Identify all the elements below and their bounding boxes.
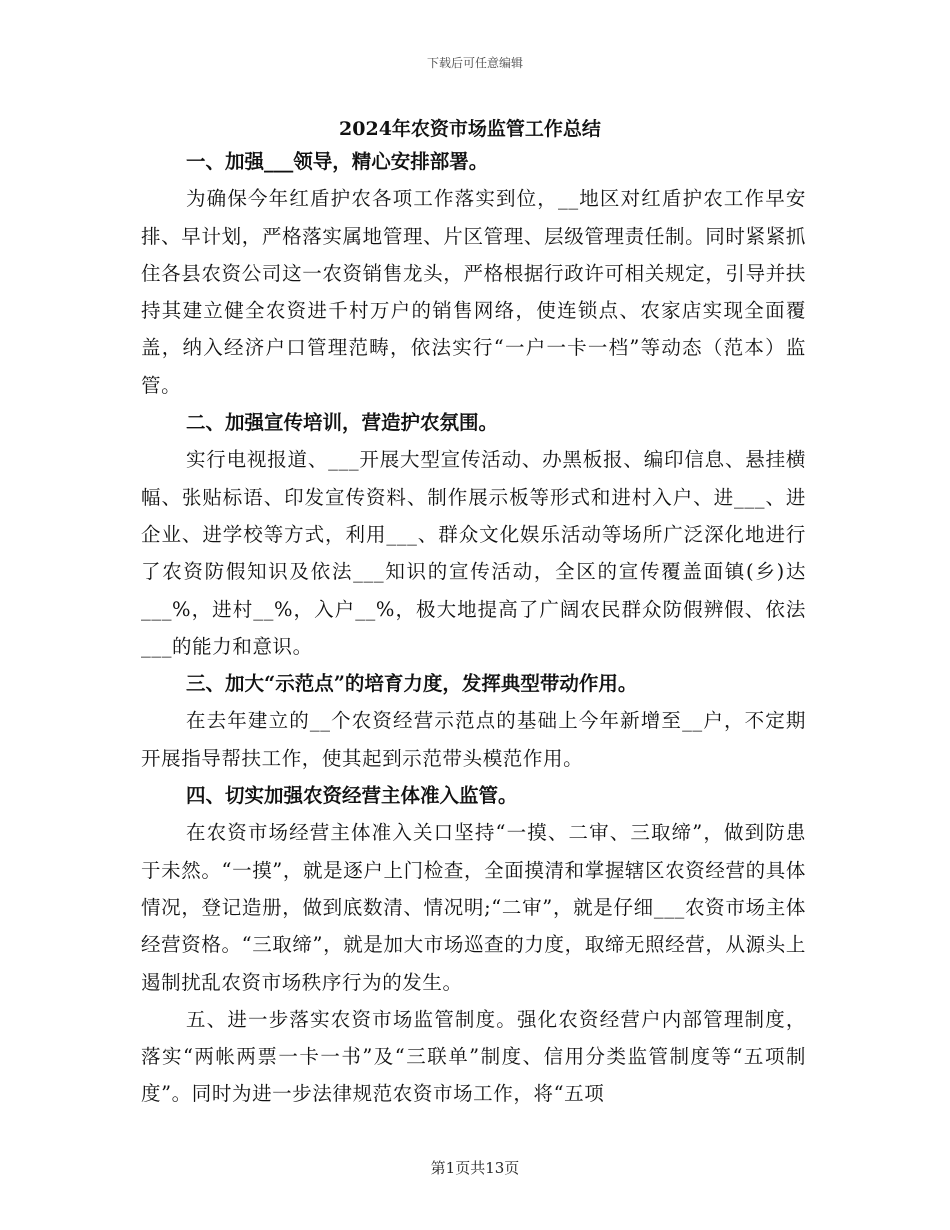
section-3-paragraph: 在去年建立的__个农资经营示范点的基础上今年新增至__户，不定期开展指导帮扶工作，使其起到示范带头模范作用。 (141, 709, 806, 770)
document-title: 2024年农资市场监管工作总结 (339, 118, 601, 140)
section-2-heading: 二、加强宣传培训，营造护农氛围。 (186, 411, 499, 435)
download-note: 下载后可任意编辑 (426, 56, 523, 70)
section-4-heading: 四、切实加强农资经营主体准入监管。 (186, 784, 518, 808)
section-4-paragraph: 在农资市场经营主体准入关口坚持“一摸、二审、三取缔”，做到防患于未然。“一摸”，就是逐户上门检查，全面摸清和掌握辖区农资经营的具体情况，登记造册，做到底数清、情况明;“二审”，就是仔细___农资市场主体经营资格。“三取缔”，就是加大市场巡查的力度，取缔无照经营，从源头上遏制扰乱农资市场秩序行为的发生。 (141, 821, 806, 994)
section-2-paragraph: 实行电视报道、___开展大型宣传活动、办黑板报、编印信息、悬挂横幅、张贴标语、印发宣传资料、制作展示板等形式和进村入户、进___、进企业、进学校等方式，利用___、群众文化娱乐活动等场所广泛深化地进行了农资防假知识及依法___知识的宣传活动，全区的宣传覆盖面镇(乡)达___%，进村__%，入户__%，极大地提高了广阔农民群众防假辨假、依法___的能力和意识。 (141, 448, 806, 658)
section-3-heading: 三、加大“示范点”的培育力度，发挥典型带动作用。 (186, 672, 638, 696)
document-body (141, 143, 806, 1113)
section-1-paragraph: 为确保今年红盾护农各项工作落实到位，__地区对红盾护农工作早安排、早计划，严格落实属地管理、片区管理、层级管理责任制。同时紧紧抓住各县农资公司这一农资销售龙头，严格根据行政许可相关规定，引导并扶持其建立健全农资进千村万户的销售网络，使连锁点、农家店实现全面覆盖，纳入经济户口管理范畴，依法实行“一户一卡一档”等动态（范本）监管。 (141, 187, 806, 397)
page-number: 第1页共13页 (430, 1159, 520, 1177)
section-1-heading: 一、加强___领导，精心安排部署。 (186, 150, 489, 173)
section-5-paragraph: 五、进一步落实农资市场监管制度。强化农资经营户内部管理制度，落实“两帐两票一卡一书”及“三联单”制度、信用分类监管制度等“五项制度”。同时为进一步法律规范农资市场工作，将“五项 (141, 1007, 806, 1106)
